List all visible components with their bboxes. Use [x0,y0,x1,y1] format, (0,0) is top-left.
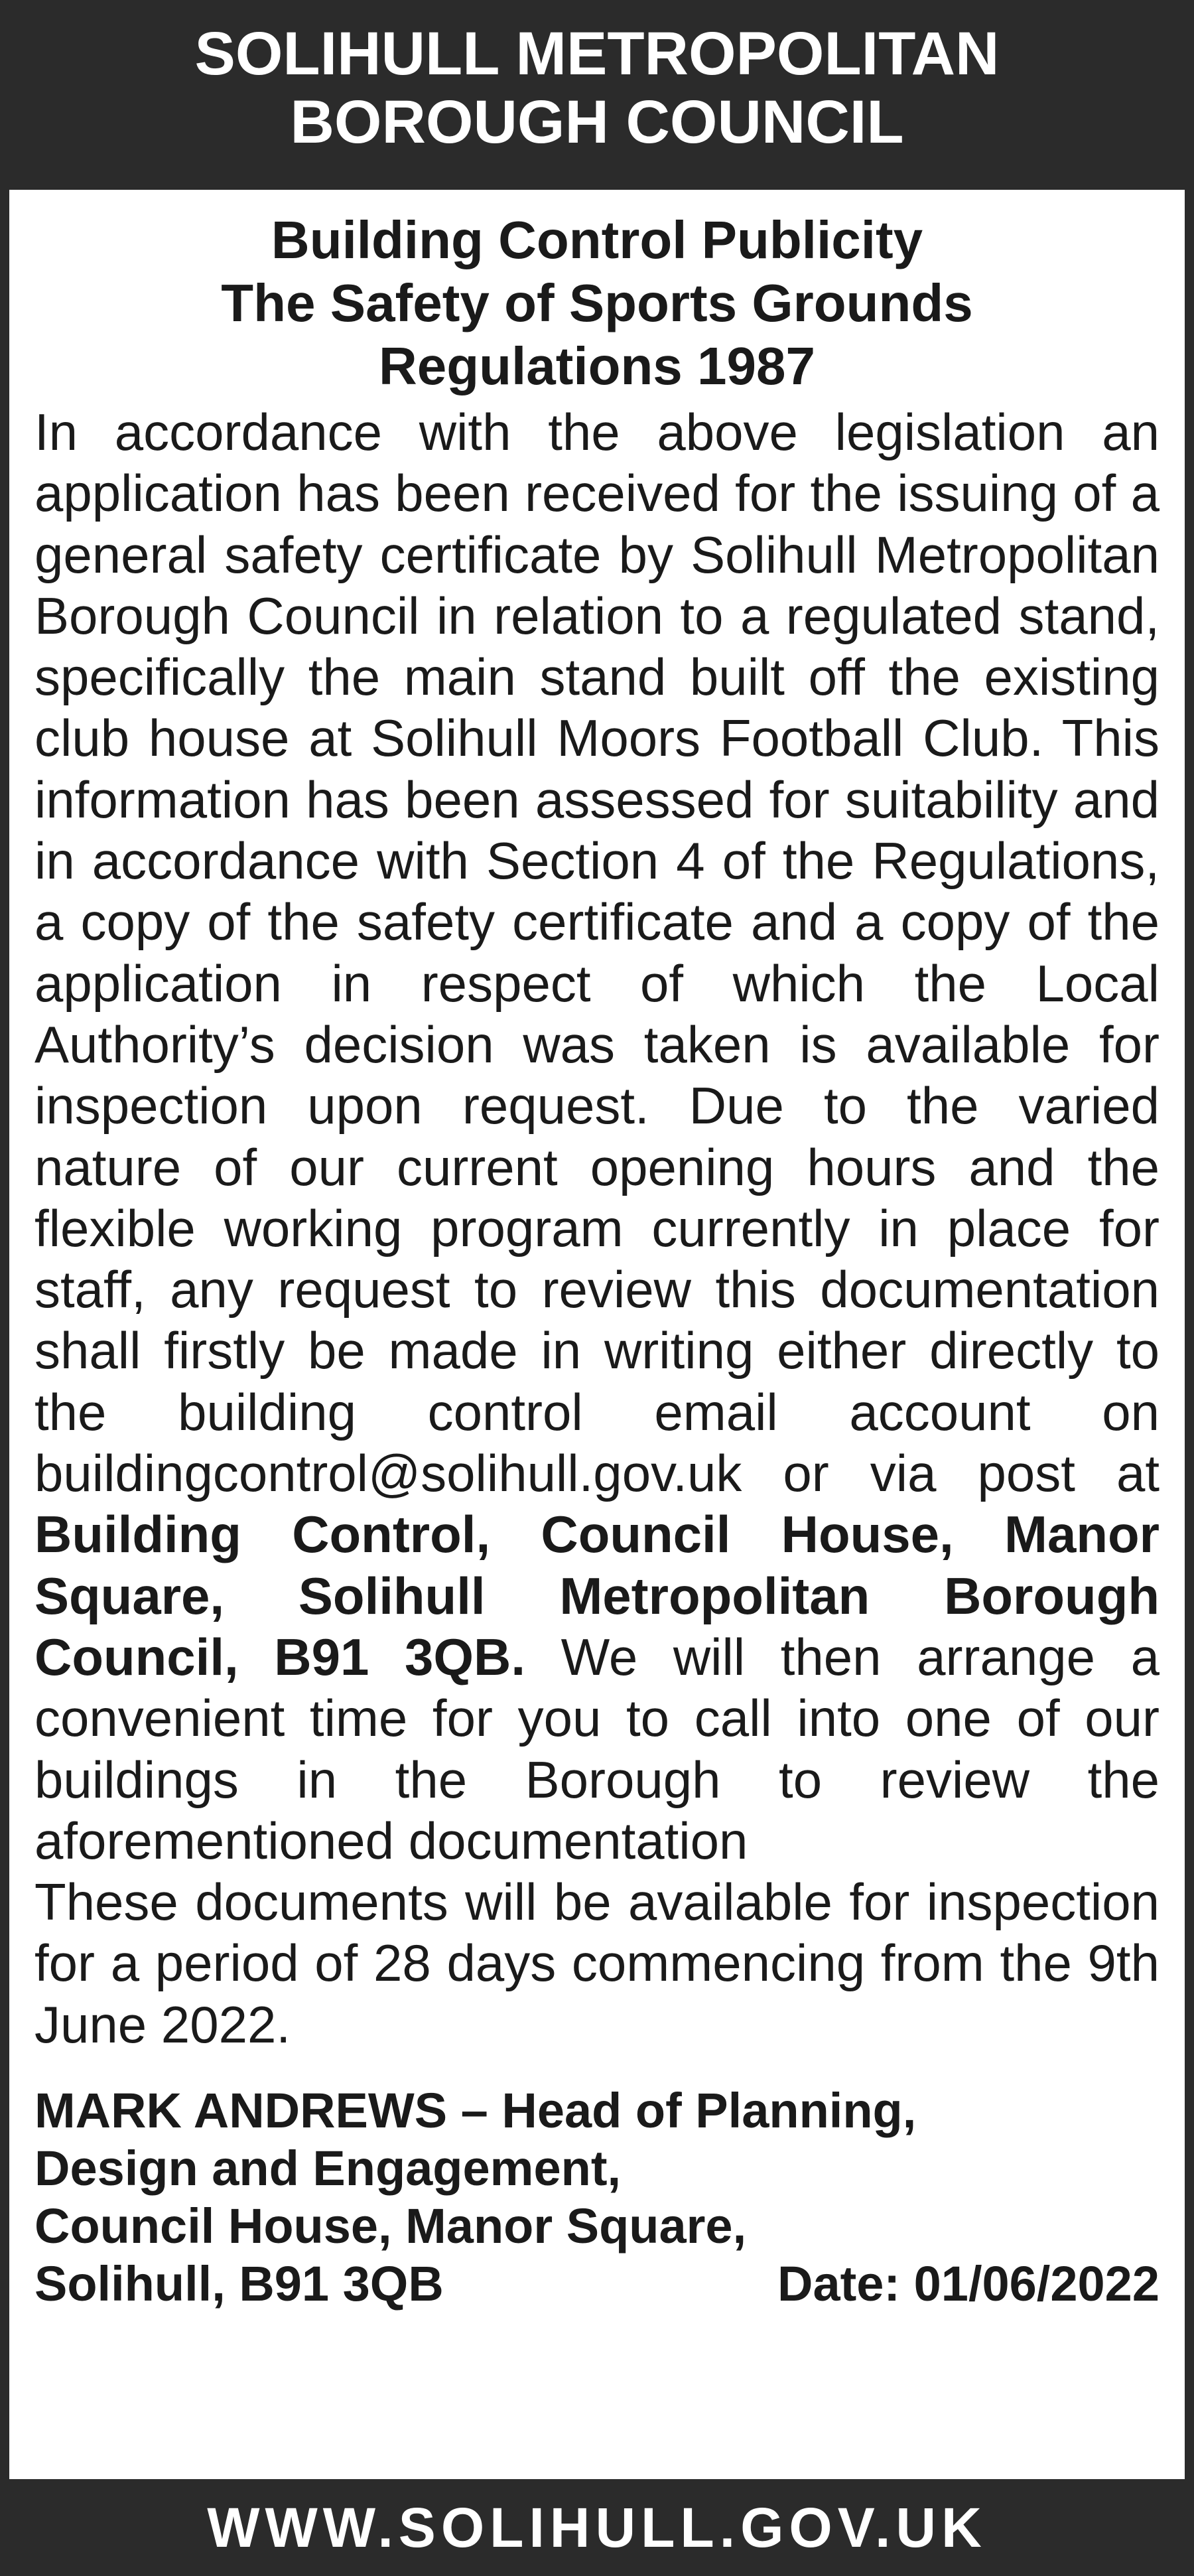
signoff-address-line2: Solihull, B91 3QB [34,2256,444,2312]
email-address: buildingcontrol@solihull.gov.uk [34,1444,742,1503]
notice-body-paragraph [34,401,1160,1871]
notice-title [34,208,1160,397]
signoff-address-line1: Council House, Manor Square, [34,2198,747,2254]
notice-title-line3: Regulations 1987 [378,336,815,395]
signoff-name-title: MARK ANDREWS – Head of Planning, [34,2083,917,2139]
or-via-post-text: or via post at [742,1444,1160,1503]
inspection-period-paragraph: These documents will be available for inspection for a period of 28 days commencing from the 9th June 2022. [34,1873,1160,2054]
notice-date: Date: 01/06/2022 [777,2256,1160,2312]
signoff-block [34,2082,1160,2313]
council-name-line1: SOLIHULL METROPOLITAN [194,20,1000,88]
council-header [0,0,1194,187]
body-text-part1: In accordance with the above legislation an application has been received for the issuing of a general safety certificate by Solihull Metropolitan Borough Council in relation to a regulated stand, specifically the main stand built off the existing club house at Solihull Moors Football Club. This information has been assessed for suitability and in accordance with Section 4 of the Regulations, a copy of the safety certificate and a copy of the application in respect of which the Local Authority’s decision was taken is available for inspection upon request. Due to the varied nature of our current opening hours and the flexible working program currently in place for staff, any request to review this documentation shall firstly be made in writing either directly to the building control email account on [34,403,1160,1441]
postal-address: Building Control, Council House, Manor Square, Solihull Metropolitan Borough Council, B91 3QB. [34,1505,1160,1686]
notice-title-line2: The Safety of Sports Grounds [221,273,973,332]
signoff-department: Design and Engagement, [34,2141,622,2196]
notice-title-line1: Building Control Publicity [271,210,923,269]
body-text-part2: We will then arrange a convenient time for you to call into one of our buildings in the Borough to review the aforementioned documentation [34,1627,1160,1870]
council-name-line2: BOROUGH COUNCIL [290,88,904,156]
website-url: WWW.SOLIHULL.GOV.UK [207,2496,987,2559]
public-notice [9,190,1185,2479]
signoff-last-row [34,2255,1160,2313]
website-footer [0,2479,1194,2576]
